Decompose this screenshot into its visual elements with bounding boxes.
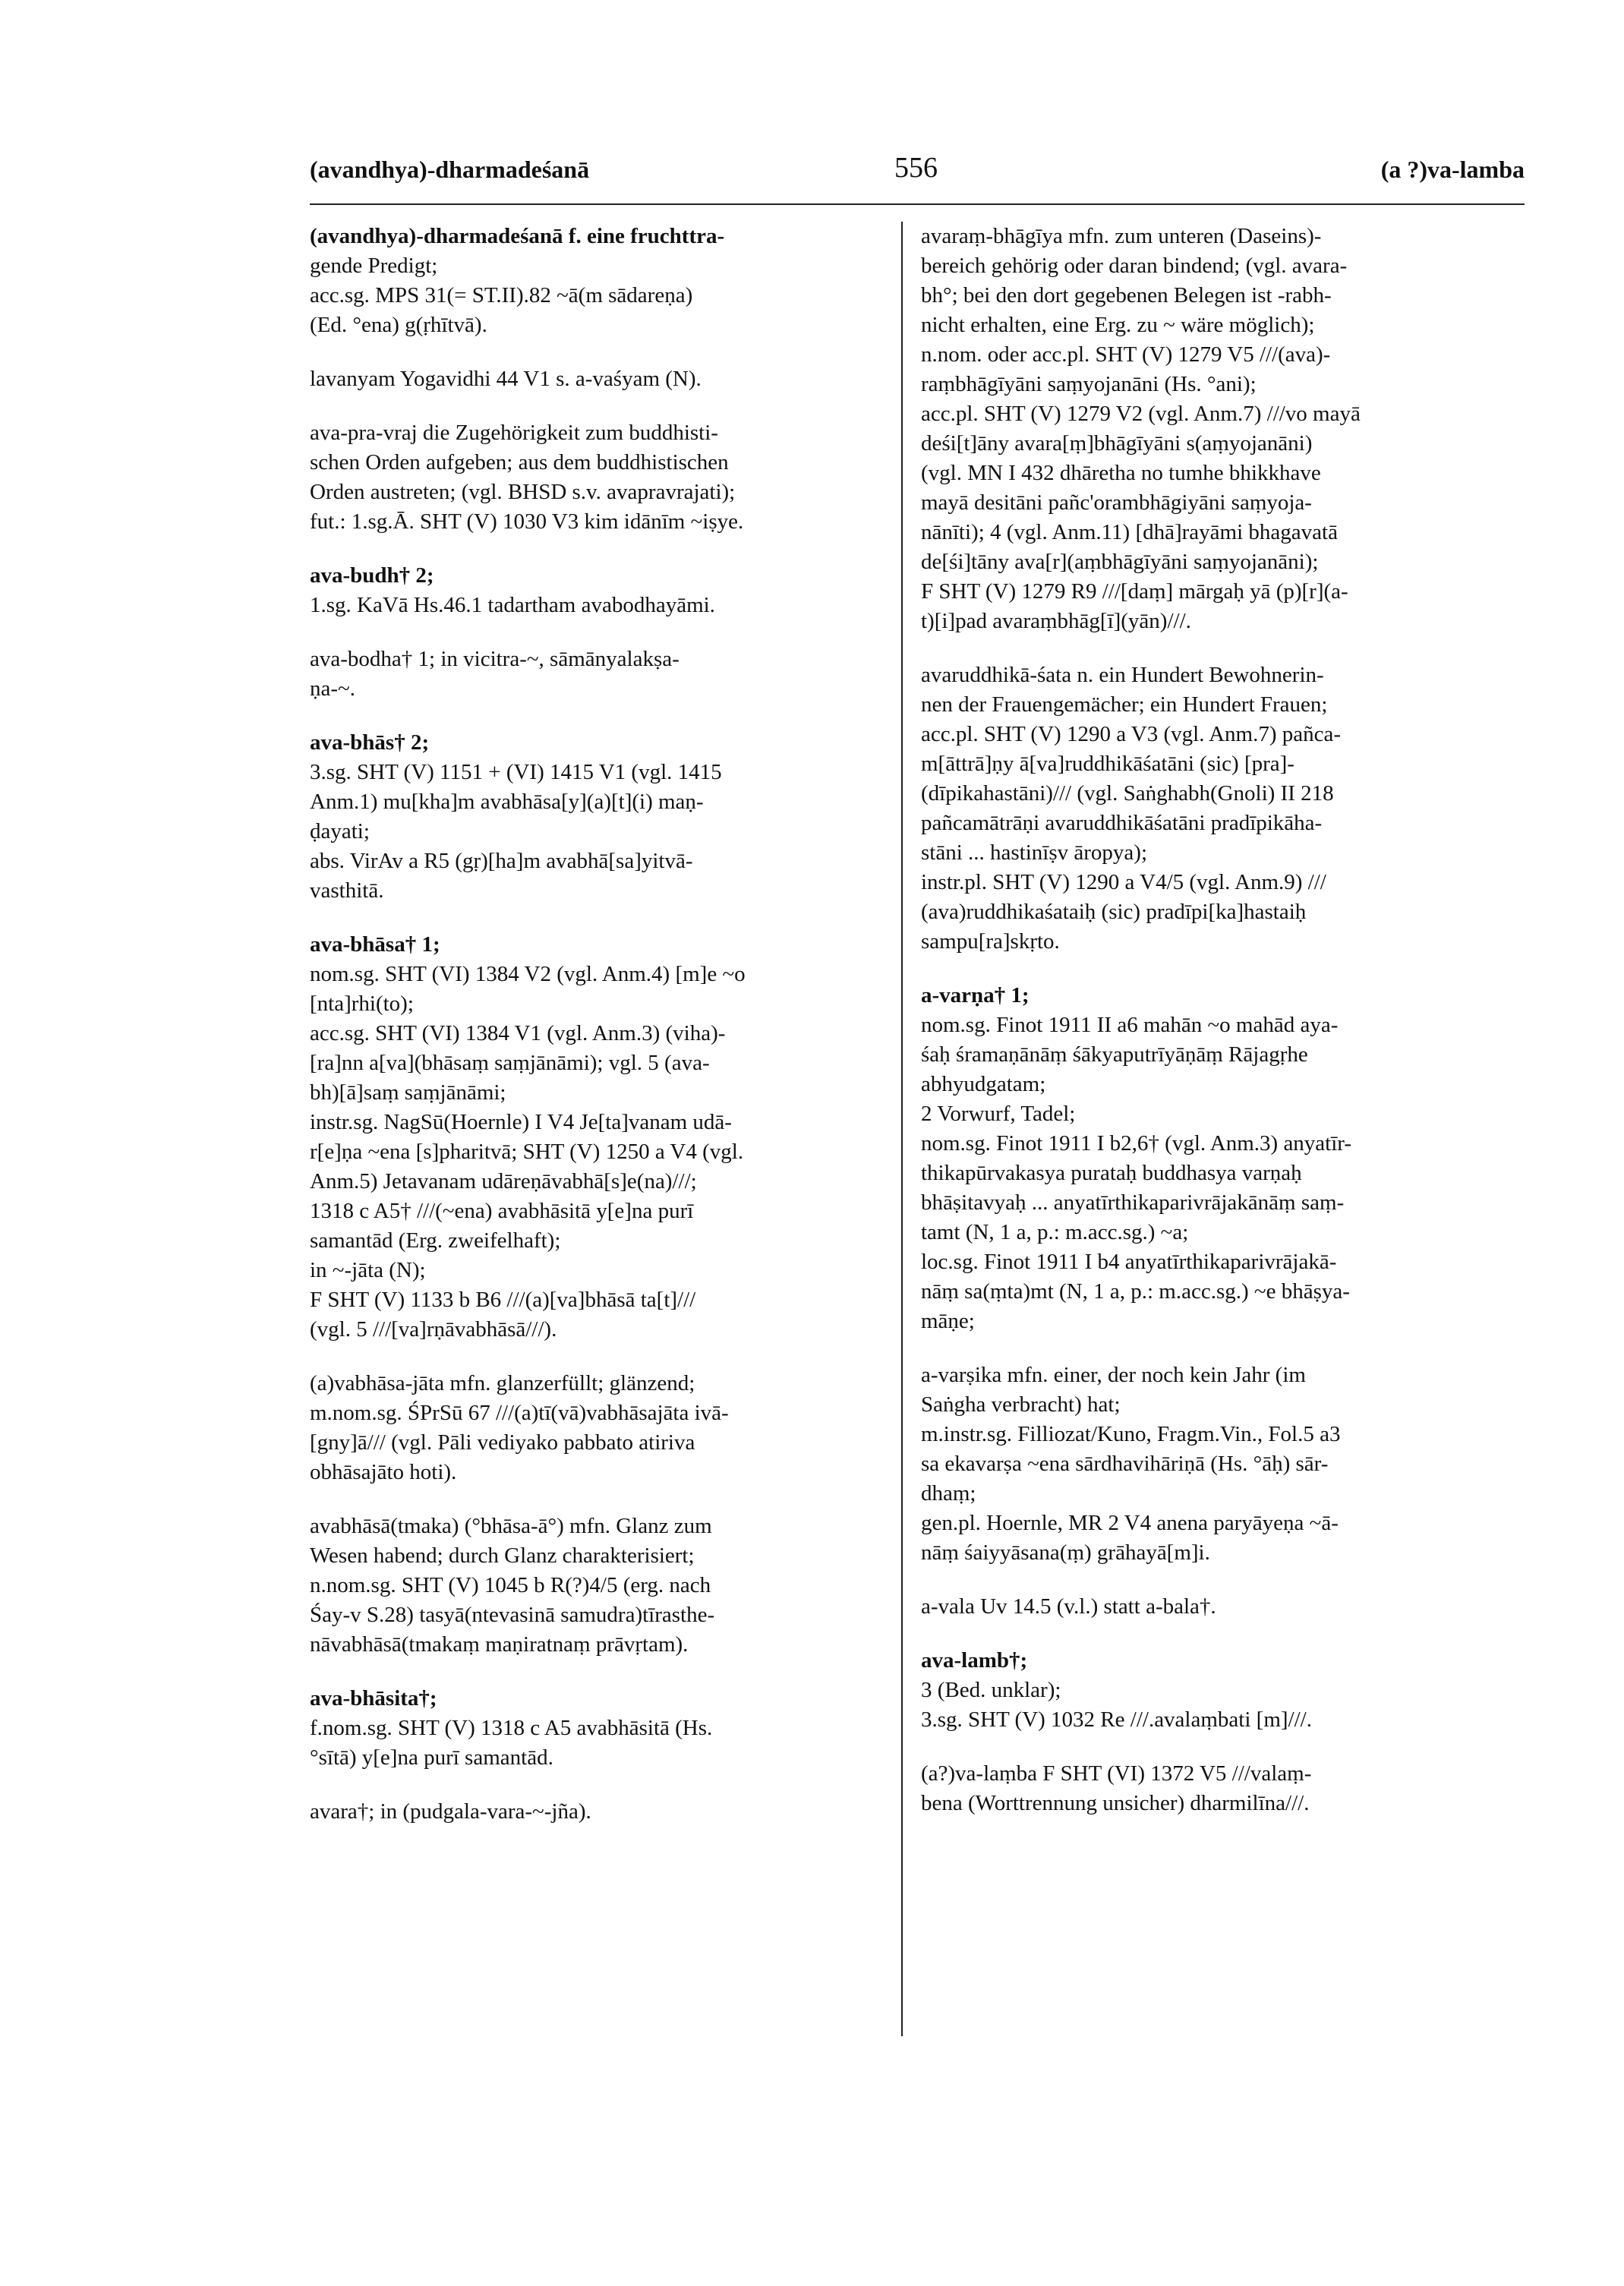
dictionary-entry (310, 728, 891, 906)
dictionary-entry (921, 661, 1525, 957)
entry-line: ḍayati; (310, 819, 370, 843)
entry-line: nāṃ sa(ṃta)mt (N, 1 a, p.: m.acc.sg.) ~e bhāṣya- (921, 1279, 1350, 1304)
entry-line: Orden austreten; (vgl. BHSD s.v. avapravrajati); (310, 480, 736, 504)
entry-line: ava-bhāsita†; (310, 1686, 437, 1711)
entry-line: sa ekavarṣa ~ena sārdhavihāriṇā (Hs. °āḥ) sār- (921, 1452, 1329, 1476)
entry-line: thikapūrvakasya purataḥ buddhasya varṇaḥ (921, 1161, 1302, 1185)
entry-line: loc.sg. Finot 1911 I b4 anyatīrthikaparivrājakā- (921, 1250, 1337, 1274)
entry-line: [gny]ā/// (vgl. Pāli vediyako pabbato atiriva (310, 1430, 695, 1455)
entry-line: Saṅgha verbracht) hat; (921, 1392, 1121, 1417)
dictionary-entry (310, 1797, 891, 1827)
entry-line: instr.sg. NagSū(Hoernle) I V4 Je[ta]vanam udā- (310, 1110, 732, 1134)
entry-line: nen der Frauengemächer; ein Hundert Frauen; (921, 692, 1328, 717)
entry-line: acc.pl. SHT (V) 1290 a V3 (vgl. Anm.7) pañca- (921, 722, 1342, 746)
entry-line: abhyudgatam; (921, 1072, 1046, 1096)
entry-line: 1.sg. KaVā Hs.46.1 tadartham avabodhayāmi. (310, 593, 715, 617)
entry-line: tamt (N, 1 a, p.: m.acc.sg.) ~a; (921, 1220, 1189, 1244)
entry-line: pañcamātrāṇi avaruddhikāśatāni pradīpikāha- (921, 811, 1323, 835)
entry-line: ava-budh† 2; (310, 563, 434, 588)
entry-line: F SHT (V) 1279 R9 ///[daṃ] mārgaḥ yā (p)[r](a- (921, 579, 1348, 604)
dictionary-entry (921, 222, 1525, 636)
entry-line: 3 (Bed. unklar); (921, 1678, 1061, 1702)
entry-line: mayā desitāni pañc'orambhāgiyāni saṃyoja- (921, 490, 1312, 515)
header-right-headword: (a ?)va-lamba (1380, 156, 1525, 183)
entry-line: (a)vabhāsa-jāta mfn. glanzerfüllt; glänzend; (310, 1371, 695, 1395)
dictionary-entry (921, 981, 1525, 1336)
entry-line: Wesen habend; durch Glanz charakterisiert; (310, 1543, 695, 1568)
entry-line: de[śi]tāny ava[r](aṃbhāgīyāni saṃyojanāni); (921, 550, 1319, 574)
entry-line: avaraṃ-bhāgīya mfn. zum unteren (Daseins)- (921, 224, 1322, 248)
entry-line: 3.sg. SHT (V) 1151 + (VI) 1415 V1 (vgl. 1415 (310, 760, 722, 784)
entry-line: acc.pl. SHT (V) 1279 V2 (vgl. Anm.7) ///vo mayā (921, 402, 1361, 426)
page-number: 556 (894, 152, 938, 184)
entry-line: Śay-v S.28) tasyā(ntevasinā samudra)tīrasthe- (310, 1603, 715, 1627)
entry-line: nom.sg. Finot 1911 I b2,6† (vgl. Anm.3) anyatīr- (921, 1131, 1352, 1156)
entry-line: 1318 c A5† ///(~ena) avabhāsitā y[e]na purī (310, 1199, 694, 1223)
dictionary-entry (921, 1759, 1525, 1818)
entry-line: 2 Vorwurf, Tadel; (921, 1102, 1076, 1126)
dictionary-entry (310, 1369, 891, 1487)
entry-line: (vgl. MN I 432 dhāretha no tumhe bhikkhave (921, 461, 1321, 485)
entry-line: (dīpikahastāni)/// (vgl. Saṅghabh(Gnoli) II 218 (921, 781, 1334, 806)
entry-line: 3.sg. SHT (V) 1032 Re ///.avalaṃbati [m]///. (921, 1707, 1312, 1732)
header-left-headword: (avandhya)-dharmadeśanā (310, 156, 590, 183)
entry-line: [nta]rhi(to); (310, 992, 414, 1016)
entry-line: ṇa-~. (310, 676, 355, 701)
entry-line: F SHT (V) 1133 b B6 ///(a)[va]bhāsā ta[t]/// (310, 1288, 696, 1312)
dictionary-entry (921, 1646, 1525, 1735)
entry-line: deśi[t]āny avara[ṃ]bhāgīyāni s(aṃyojanāni) (921, 431, 1313, 456)
entry-line: nānīti); 4 (vgl. Anm.11) [dhā]rayāmi bhagavatā (921, 520, 1338, 544)
entry-line: (avandhya)-dharmadeśanā f. eine fruchttra- (310, 224, 725, 248)
entry-line: m.instr.sg. Filliozat/Kuno, Fragm.Vin., Fol.5 a3 (921, 1422, 1341, 1446)
entry-line: r[e]ṇa ~ena [s]pharitvā; SHT (V) 1250 a V4 (vgl. (310, 1140, 744, 1164)
entry-line: (ava)ruddhikaśataiḥ (sic) pradīpi[ka]hastaiḥ (921, 900, 1307, 924)
entry-line: māṇe; (921, 1309, 975, 1333)
dictionary-entry (310, 561, 891, 620)
entry-line: a-vala Uv 14.5 (v.l.) statt a-bala†. (921, 1594, 1216, 1619)
entry-line: gen.pl. Hoernle, MR 2 V4 anena paryāyeṇa ~ā- (921, 1511, 1339, 1535)
entry-line: abs. VirAv a R5 (gṛ)[ha]m avabhā[sa]yitvā- (310, 849, 693, 873)
entry-line: schen Orden aufgeben; aus dem buddhistischen (310, 450, 729, 475)
entry-line: acc.sg. MPS 31(= ST.II).82 ~ā(m sādareṇa) (310, 283, 693, 307)
entry-line: samantād (Erg. zweifelhaft); (310, 1228, 561, 1253)
entry-line: (vgl. 5 ///[va]rṇāvabhāsā///). (310, 1317, 557, 1342)
entry-line: [ra]nn a[va](bhāsaṃ saṃjānāmi); vgl. 5 (ava- (310, 1051, 710, 1075)
entry-line: avara†; in (pudgala-vara-~-jña). (310, 1799, 591, 1824)
entry-line: bhāṣitavyaḥ ... anyatīrthikaparivrājakānāṃ saṃ- (921, 1190, 1345, 1215)
right-column (921, 222, 1525, 1843)
column-divider (901, 222, 903, 2036)
entry-line: °sītā) y[e]na purī samantād. (310, 1745, 553, 1770)
entry-line: vasthitā. (310, 878, 384, 903)
entry-line: n.nom. oder acc.pl. SHT (V) 1279 V5 ///(ava)- (921, 342, 1331, 367)
entry-line: Anm.1) mu[kha]m avabhāsa[y](a)[t](i) maṇ- (310, 790, 704, 814)
entry-line: nāvabhāsā(tmakaṃ maṇiratnaṃ prāvṛtam). (310, 1632, 689, 1657)
entry-line: (a?)va-laṃba F SHT (VI) 1372 V5 ///valaṃ- (921, 1761, 1312, 1786)
entry-line: raṃbhāgīyāni saṃyojanāni (Hs. °ani); (921, 372, 1257, 396)
entry-line: ava-pra-vraj die Zugehörigkeit zum buddhisti- (310, 421, 718, 445)
entry-line: nom.sg. SHT (VI) 1384 V2 (vgl. Anm.4) [m]e ~o (310, 962, 746, 986)
entry-line: bh)[ā]saṃ saṃjānāmi; (310, 1080, 506, 1105)
header-rule (310, 203, 1525, 205)
entry-line: (Ed. °ena) g(ṛhītvā). (310, 313, 487, 337)
entry-line: a-varṇa† 1; (921, 983, 1030, 1007)
entry-line: śaḥ śramaṇānāṃ śākyaputrīyāṇāṃ Rājagṛhe (921, 1042, 1308, 1067)
entry-line: avaruddhikā-śata n. ein Hundert Bewohnerin- (921, 663, 1324, 687)
entry-line: in ~-jāta (N); (310, 1258, 426, 1282)
entry-line: m.nom.sg. ŚPrSū 67 ///(a)tī(vā)vabhāsajāta ivā- (310, 1401, 729, 1425)
entry-line: a-varṣika mfn. einer, der noch kein Jahr (im (921, 1363, 1306, 1387)
entry-line: lavanyam Yogavidhi 44 V1 s. a-vaśyam (N). (310, 367, 702, 391)
entry-line: bereich gehörig oder daran bindend; (vgl. avara- (921, 254, 1348, 278)
entry-line: t)[i]pad avaraṃbhāg[ī](yān)///. (921, 609, 1191, 633)
entry-line: fut.: 1.sg.Ā. SHT (V) 1030 V3 kim idānīm ~iṣye. (310, 509, 744, 534)
dictionary-entry (310, 1512, 891, 1660)
entry-line: instr.pl. SHT (V) 1290 a V4/5 (vgl. Anm.9) /// (921, 870, 1326, 894)
entry-line: acc.sg. SHT (VI) 1384 V1 (vgl. Anm.3) (viha)- (310, 1021, 726, 1045)
dictionary-entry (310, 418, 891, 537)
entry-line: Anm.5) Jetavanam udāreṇāvabhā[s]e(na)///; (310, 1169, 697, 1193)
entry-line: avabhāsā(tmaka) (°bhāsa-ā°) mfn. Glanz zum (310, 1514, 712, 1538)
left-column (310, 222, 891, 1851)
dictionary-entry (921, 1592, 1525, 1622)
dictionary-entry (310, 930, 891, 1345)
entry-line: sampu[ra]skṛto. (921, 929, 1060, 954)
entry-line: nāṃ śaiyyāsana(ṃ) grāhayā[m]i. (921, 1540, 1210, 1565)
entry-line: obhāsajāto hoti). (310, 1460, 457, 1484)
entry-line: ava-bhāsa† 1; (310, 932, 440, 957)
entry-line: dhaṃ; (921, 1481, 976, 1506)
dictionary-entry (921, 1361, 1525, 1568)
entry-line: gende Predigt; (310, 254, 438, 278)
entry-line: nom.sg. Finot 1911 II a6 mahān ~o mahād aya- (921, 1013, 1339, 1037)
entry-line: ava-bodha† 1; in vicitra-~, sāmānyalakṣa- (310, 647, 680, 671)
dictionary-entry (310, 222, 891, 340)
entry-line: bena (Worttrennung unsicher) dharmilīna///. (921, 1791, 1310, 1815)
entry-line: ava-lamb†; (921, 1648, 1028, 1673)
entry-line: ava-bhās† 2; (310, 730, 430, 755)
entry-line: bh°; bei den dort gegebenen Belegen ist -rabh- (921, 283, 1332, 307)
dictionary-entry (310, 645, 891, 704)
entry-line: m[āttrā]ṇy ā[va]ruddhikāśatāni (sic) [pra]- (921, 752, 1294, 776)
entry-line: f.nom.sg. SHT (V) 1318 c A5 avabhāsitā (Hs. (310, 1716, 713, 1740)
entry-line: nicht erhalten, eine Erg. zu ~ wäre möglich); (921, 313, 1315, 337)
running-header (310, 152, 1525, 201)
dictionary-entry (310, 364, 891, 394)
dictionary-entry (310, 1684, 891, 1773)
entry-line: stāni ... hastinīṣv āropya); (921, 840, 1148, 865)
entry-line: n.nom.sg. SHT (V) 1045 b R(?)4/5 (erg. nach (310, 1573, 711, 1597)
